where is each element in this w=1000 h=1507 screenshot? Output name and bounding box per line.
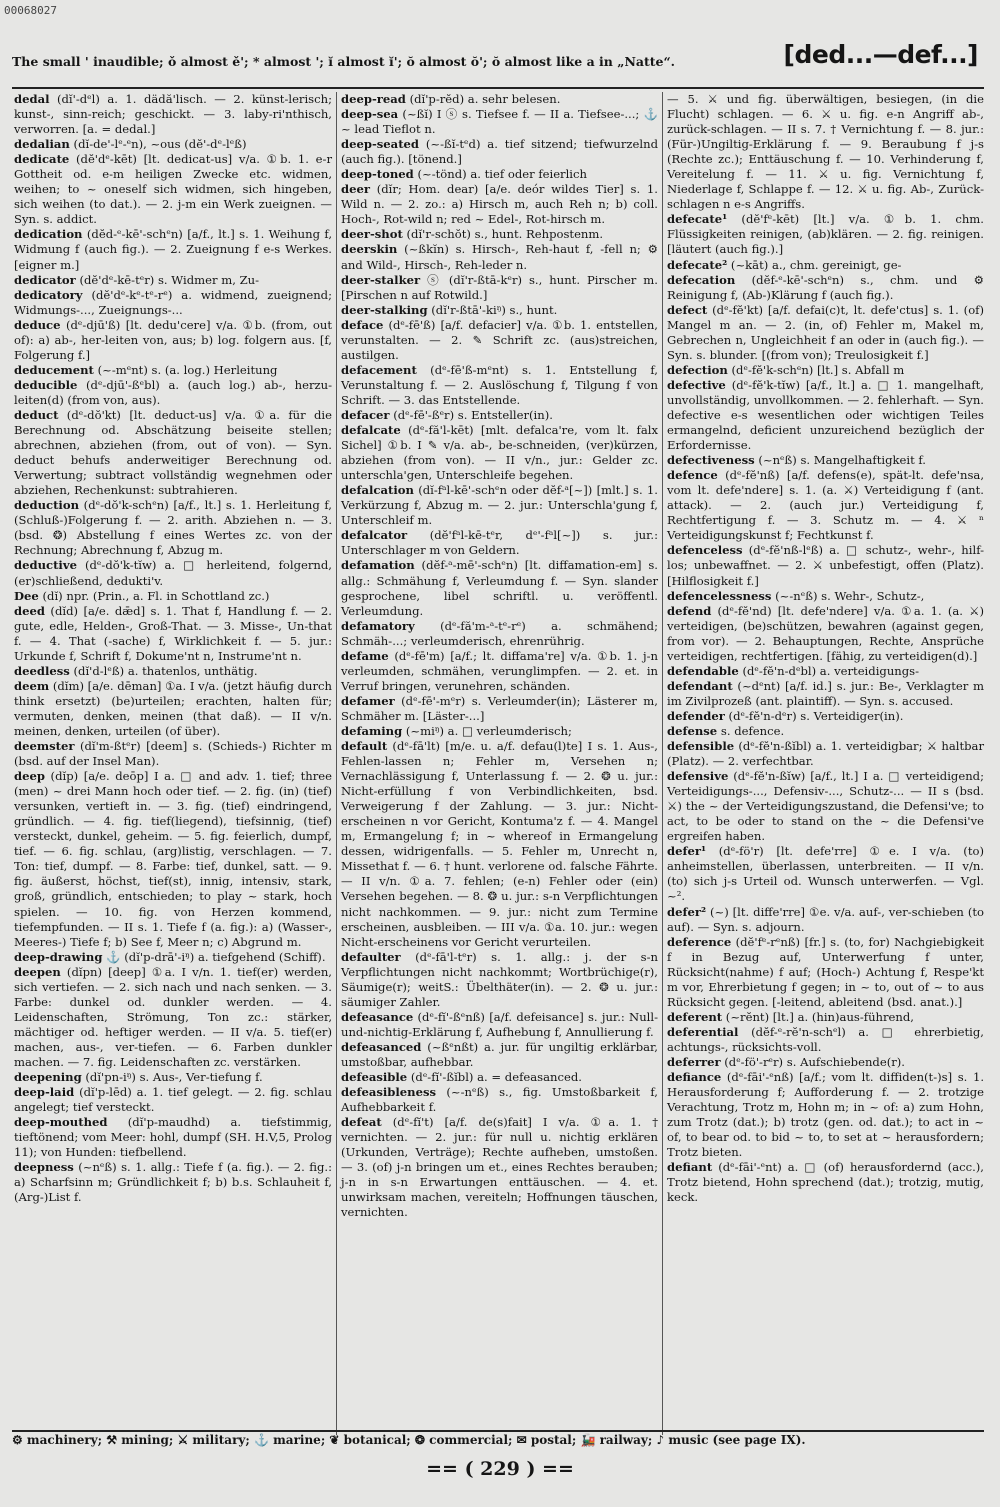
- headword: defenceless: [667, 543, 743, 558]
- dictionary-entry: [14, 664, 332, 679]
- entry-definition: (~) [lt. diffe'rre] ①e. v/a. auf-, ver-schieben (to auf). — Syn. s. adjourn.: [667, 904, 984, 934]
- entry-definition: (dĕd-ᵉ-kē'-schᵉn) [a/f., lt.] s. 1. Weihung f, Widmung f (auch fig.). — 2. Zueignung f e-s Werkes. [eigner m.]: [14, 227, 332, 272]
- entry-definition: (dᵉ-djū'ß) [lt. dedu'cere] v/a. ①b. (from, out of): a) ab-, her-leiten von, aus; b) log. folgern aus. [f, Folgerung f.]: [14, 317, 332, 362]
- guide-words: [ded...—def...]: [783, 40, 978, 69]
- headword: dedal: [14, 92, 50, 106]
- headword: defacement: [341, 362, 417, 377]
- entry-definition: s. defence.: [717, 723, 785, 738]
- headword: deer-stalking: [341, 302, 428, 317]
- headword: dedicator: [14, 272, 76, 287]
- headword: deferential: [667, 1024, 739, 1039]
- dictionary-entry: [341, 318, 658, 363]
- headword: deer-shot: [341, 227, 403, 242]
- dictionary-entry: [14, 92, 332, 137]
- entry-definition: (dᵉ-fē'm) [a/f.; lt. diffama're] v/a. ①b. 1. j-n verleumden, schmähen, verunglimpfen. — 2. et. in Verruf bringen, verunehren, schänden.: [341, 648, 658, 693]
- entry-definition: (dᵉ-fă'l-kēt) [mlt. defalca're, vom lt. falx Sichel] ①b. I ✎ v/a. ab-, be-schneiden, (ver)kürzen, abziehen (from von). — II v/n., jur.: Gelder zc. unterschla'gen, Unterschleife begehen.: [341, 423, 658, 483]
- entry-definition: (dᵉ-fĕ'k-schᵉn) [lt.] s. Abfall m: [727, 362, 905, 377]
- dictionary-entry: [667, 664, 984, 679]
- dictionary-entry: [14, 769, 332, 950]
- dictionary-entry: [667, 378, 984, 453]
- headword: deduct: [14, 407, 59, 422]
- dictionary-entry: [14, 288, 332, 318]
- entry-definition: (dᵉ-fē'-mᵉr) s. Verleumder(in); Lästerer m, Schmäher m. [Läster-...]: [341, 693, 658, 723]
- dictionary-entry: [14, 1160, 332, 1205]
- headword: defaulter: [341, 949, 401, 964]
- dictionary-entry: [14, 604, 332, 664]
- headword: defeasanced: [341, 1039, 422, 1054]
- entry-definition: (dᵉ-fĭ'-ßᵉnß) [a/f. defeisance] s. jur.: Null-und-nichtig-Erklärung f, Aufhebung f, Annullierung f.: [341, 1009, 658, 1039]
- headword: defalcation: [341, 483, 414, 498]
- headword: defendant: [667, 678, 733, 693]
- dictionary-entry: [667, 273, 984, 303]
- entry-definition: (dᵉ-fā'l-tᵉr) s. 1. allg.: j. der s-n Verpflichtungen nicht nachkommt; Wortbrüchige(r), Säumige(r); weitS.: Übelthäter(in). — 2. ❂ u. jur.: säumiger Zahler.: [341, 949, 658, 1009]
- dictionary-entry: [667, 905, 984, 935]
- entry-definition: (dĭ'p-lēd) a. 1. tief gelegt. — 2. fig. schlau angelegt; tief versteckt.: [14, 1085, 332, 1115]
- headword: Dee: [14, 588, 39, 603]
- entry-definition: (dĕ'dᵉ-kēt) [lt. dedicat-us] v/a. ①b. 1. e-r Gottheit od. e-m heiligen Zwecke etc. widmen, weihen; to ~ oneself sich widmen, sich hingeben, sich weihen (to dat.). — 2. j-m ein Werk zueignen. — Syn. s. addict.: [14, 152, 332, 227]
- entry-definition: (dĭp) [a/e. deōp] I a. □ and adv. 1. tief; three (men) ~ drei Mann hoch oder tief. — 2. fig. (in) (tief) versunken, vertieft in. — 3. fig. (tief) eindringend, gründlich. — 4. fig. tief(liegend), tiefsinnig, (tief) versteckt, dunkel, geheim. — 5. fig. feierlich, dumpf, tief. — 6. fig. schlau, (arg)listig, verschlagen. — 7. Ton: tief, dumpf. — 8. Farbe: tief, dunkel, satt. — 9. fig. äußerst, höchst, tief(st), innig, intensiv, stark, groß, gründlich, entschieden; to play ~ stark, hoch spielen. — 10. fig. von Herzen kommend, tiefempfunden. — II s. 1. Tiefe f (a. fig.): a) (Wasser-, Meeres-) Tiefe f; b) See f, Meer n; c) Abgrund m.: [14, 769, 332, 949]
- dictionary-entry: [14, 739, 332, 769]
- scan-id: 00068027: [4, 4, 57, 17]
- headword: deduction: [14, 498, 79, 513]
- headword: defendable: [667, 663, 739, 678]
- entry-definition: (dĭ'p-rĕd) a. sehr belesen.: [405, 92, 561, 106]
- dictionary-entry: [667, 709, 984, 724]
- dictionary-entry: [341, 303, 658, 318]
- headword: deduce: [14, 317, 61, 332]
- entry-definition: (dᵉ-fĭ't) [a/f. de(s)fait] I v/a. ①a. 1. † vernichten. — 2. jur.: für null u. nichtig erklären (Urkunden, Verträge); Rechte aufheben, umstoßen. — 3. (of) j-n bringen um et., eines Rechtes berauben; j-n in s-n Erwartungen enttäuschen. — 4. et. unwirksam machen, vereiteln; Hoffnungen täuschen, vernichten.: [341, 1115, 658, 1220]
- headword: deep-read: [341, 92, 406, 106]
- headword: deep-seated: [341, 137, 420, 152]
- dictionary-entry: [341, 619, 658, 649]
- headword: defame: [341, 648, 389, 663]
- dictionary-entry: [341, 273, 658, 303]
- headword: deedless: [14, 663, 70, 678]
- entry-definition: (~-nᵉß) s. Wehr-, Schutz-,: [771, 588, 925, 603]
- dictionary-entry: [341, 182, 658, 227]
- entry-definition: (dᵉ-fĕ'nd) [lt. defe'ndere] v/a. ①a. 1. (a. ⚔) verteidigen, (be)schützen, bewahren (against gegen, from vor). — 2. Behauptungen, Rechte, Ansprüche verteidigen, rechtfertigen. [fähig, zu verteidigen(d).]: [667, 603, 984, 663]
- entry-definition: (dᵉ-fā'lt) [m/e. u. a/f. defau(l)te] I s. 1. Aus-, Fehlen-lassen n; Fehler m, Versehen n; Vernachlässigung f, Unterlassung f. — 2. ❂ u. jur.: Nicht-erfüllung f von Verbindlichkeiten, bsd. Verweigerung f der Zahlung. — 3. jur.: Nicht-erscheinen n vor Gericht, Kontuma'z f. — 4. Mangel m, Ermangelung f; in ~ whereof in Ermangelung dessen, widrigenfalls. — 5. Fehler m, Unrecht n, Missethat f. — 6. † hunt. verlorene od. falsche Fährte. — II v/n. ①a. 7. fehlen; (e-n) Fehler oder (ein) Versehen begehen. — 8. ❂ u. jur.: s-n Verpflichtungen nicht nachkommen. — 9. jur.: nicht zum Termine erscheinen, ausbleiben. — III v/a. ①a. 10. jur.: wegen Nicht-erscheinens vor Gericht verurteilen.: [341, 739, 658, 949]
- headword: default: [341, 739, 388, 754]
- pronunciation-key: The small ' inaudible; ǒ almost ě'; * almost '; ĭ almost ĭ'; ŏ almost ŏ'; ŏ almost like a in „Natte“.: [12, 54, 676, 69]
- headword: defense: [667, 723, 718, 738]
- dictionary-entry: [667, 935, 984, 1010]
- dictionary-entry: [341, 1010, 658, 1040]
- entry-definition: (dᵉ-dŏ'kt) [lt. deduct-us] v/a. ①a. für die Berechnung od. Abschätzung beiseite stellen; abrechnen, abziehen (from, out of von). — Syn. deduct behufs anderweitiger Berechnung od. Verwertung; subtract vollständig wegnehmen oder abziehen, Rechenkunst: subtrahieren.: [14, 407, 332, 498]
- headword: defacer: [341, 407, 390, 422]
- dictionary-entry: [14, 589, 332, 604]
- dictionary-entry: [667, 543, 984, 588]
- entry-definition: (~rĕnt) [lt.] a. (hin)aus-führend,: [722, 1009, 914, 1024]
- headword: deep-toned: [341, 167, 414, 182]
- headword: defeasible: [341, 1070, 408, 1085]
- headword: deepness: [14, 1160, 74, 1175]
- entry-definition: (dᵉ-fĕ'n-dᵉbl) a. verteidigungs-: [738, 663, 920, 678]
- entry-definition: (dĭd) [a/e. dǣd] s. 1. That f, Handlung f. — 2. gute, edle, Helden-, Groß-That. — 3. Misse-, Un-that f. — 4. That (-sache) f, Wirklichkeit f. — 5. jur.: Urkunde f, Schrift f, Dokume'nt n, Instrume'nt n.: [14, 603, 332, 663]
- dictionary-entry: [341, 1085, 658, 1115]
- dictionary-entry: [341, 724, 658, 739]
- dictionary-entry: [667, 1025, 984, 1055]
- headword: deed: [14, 603, 45, 618]
- dictionary-entry: [14, 1070, 332, 1085]
- dictionary-entry: [14, 950, 332, 965]
- headword: defamatory: [341, 618, 415, 633]
- entry-definition: (dᵉ-fĕ'n-dᵉr) s. Verteidiger(in).: [724, 708, 904, 723]
- headword: deducible: [14, 377, 78, 392]
- entry-definition: (~nᵉß) s. Mangelhaftigkeit f.: [754, 453, 926, 468]
- dictionary-entry: [341, 137, 658, 167]
- entry-definition: (~miᵑ) a. □ verleumderisch;: [402, 723, 572, 738]
- dictionary-entry: [341, 227, 658, 242]
- entry-definition: (dᵉ-dŏ'k-tĭw) a. □ herleitend, folgernd, (er)schließend, dedukti'v.: [14, 558, 332, 588]
- entry-definition: (dĭ'r-ßtā'-kiᵑ) s., hunt.: [427, 302, 558, 317]
- dictionary-entry: [341, 167, 658, 182]
- dictionary-entry: [667, 844, 984, 904]
- entry-definition: (dĕf-ᵉ-rĕ'n-schᵉl) a. □ ehrerbietig, achtungs-, rücksichts-voll.: [667, 1024, 984, 1054]
- entry-definition: ⚓ (dĭ'p-drā'-iᵑ) a. tiefgehend (Schiff).: [102, 949, 326, 964]
- dictionary-entry: [14, 318, 332, 363]
- symbol-legend: ⚙ machinery; ⚒ mining; ⚔ military; ⚓ marine; ❦ botanical; ❂ commercial; ✉ postal; 🚂 railway; ♪ music (see page IX).: [12, 1433, 806, 1447]
- footer-rule: [12, 1430, 984, 1432]
- dictionary-entry: [667, 604, 984, 664]
- entry-definition: (dᵉ-fĕ'k-tĭw) [a/f., lt.] a. □ 1. mangelhaft, unvollständig, unvollkommen. — 2. fehlerhaft. — Syn. defective e-s wesentlichen oder wichtigen Teiles ermangelnd, deficient unzureichend bezüglich der Erfordernisse.: [667, 377, 984, 453]
- dictionary-entry: [667, 1160, 984, 1205]
- headword: dedalian: [14, 137, 70, 152]
- dictionary-entry: [667, 468, 984, 543]
- dictionary-entry: [341, 528, 658, 558]
- entry-definition: (dĕf-ᵃ-mē'-schᵉn) [lt. diffamation-em] s. allg.: Schmähung f, Verleumdung f. — Syn. slander gesprochene, libel schriftl. u. veröffentl. Verleumdung.: [341, 558, 658, 618]
- entry-definition: (dĭ'pn-iᵑ) s. Aus-, Ver-tiefung f.: [81, 1070, 263, 1085]
- columns: [10, 92, 988, 1435]
- dictionary-entry: [14, 378, 332, 408]
- column-3: [662, 92, 988, 1435]
- headword: deep-drawing: [14, 949, 103, 964]
- headword: deep-laid: [14, 1085, 75, 1100]
- entry-definition: (~ßĭ) I ⓢ s. Tiefsee f. — II a. Tiefsee-...; ⚓ ~ lead Tieflot n.: [341, 107, 658, 137]
- entry-definition: (dĭ'r-schŏt) s., hunt. Rehpostenm.: [402, 227, 604, 242]
- headword: defalcator: [341, 528, 408, 543]
- dictionary-entry: [667, 453, 984, 468]
- dictionary-entry: [14, 965, 332, 1070]
- headword: defamer: [341, 693, 395, 708]
- headword: deer-stalker: [341, 272, 421, 287]
- headword: deface: [341, 317, 384, 332]
- column-1: [10, 92, 336, 1435]
- dictionary-entry: [667, 1070, 984, 1160]
- entry-definition: ⓢ (dĭ'r-ßtā-kᵉr) s., hunt. Pirscher m. [Pirschen n auf Rotwild.]: [341, 272, 658, 302]
- dictionary-entry: [341, 408, 658, 423]
- dictionary-entry: [14, 679, 332, 739]
- headword: defencelessness: [667, 588, 772, 603]
- dictionary-entry: [667, 1055, 984, 1070]
- dictionary-entry: [341, 558, 658, 618]
- dictionary-entry: [341, 483, 658, 528]
- headword: deep: [14, 769, 45, 784]
- entry-definition: (dĭ'-dᵉl) a. 1. dädă'lisch. — 2. künst-lerisch; kunst-, sinn-reich; geschickt. — 3. laby-ri'nthisch, verworren. [a. = dedal.]: [14, 92, 332, 137]
- dictionary-entry: [341, 242, 658, 272]
- dictionary-entry: [667, 303, 984, 363]
- entry-definition: (~-tönd) a. tief oder feierlich: [413, 167, 587, 182]
- entry-definition: (~-nᵉß) s., fig. Umstoßbarkeit f, Aufhebbarkeit f.: [341, 1085, 658, 1115]
- headword: defeasance: [341, 1009, 414, 1024]
- page-header: [12, 34, 992, 88]
- dictionary-entry: [341, 92, 658, 107]
- headword: deepen: [14, 964, 61, 979]
- entry-definition: (dᵉ-fē'-ßᵉr) s. Entsteller(in).: [389, 407, 553, 422]
- entry-definition: (dᵉ-fĕ'kt) [a/f. defai(c)t, lt. defe'ctus] s. 1. (of) Mangel m an. — 2. (in, of) Fehler m, Makel m, Gebrechen n, Ungleichheit f an oder in (auch fig.). — Syn. s. blunder. [(from von); Treulosigkeit f.]: [667, 302, 984, 362]
- entry-definition: (dᵉ-dŏ'k-schᵉn) [a/f., lt.] s. 1. Herleitung f, (Schluß-)Folgerung f. — 2. arith. Abziehen n. — 3. (bsd. ❂) Abstellung f eines Wertes zc. von der Rechnung; Abrechnung f, Abzug m.: [14, 498, 332, 558]
- headword: defend: [667, 603, 712, 618]
- entry-definition: (dĭ'm-ßtᵉr) [deem] s. (Schieds-) Richter m (bsd. auf der Insel Man).: [14, 739, 332, 769]
- entry-definition: (dĭr; Hom. dear) [a/e. deór wildes Tier] s. 1. Wild n. — 2. zo.: a) Hirsch m, auch Reh n; b) coll. Hoch-, Rot-wild n; red ~ Edel-, Rot-hirsch m.: [341, 182, 658, 227]
- dictionary-entry: [14, 1085, 332, 1115]
- dictionary-entry: [667, 679, 984, 709]
- dictionary-entry: [341, 363, 658, 408]
- entry-definition: (dĭ'd-lᵉß) a. thatenlos, unthätig.: [69, 663, 258, 678]
- headword: deerskin: [341, 242, 398, 257]
- entry-definition: (dᵉ-fĕ'n-ßĭw) [a/f., lt.] I a. □ verteidigend; Verteidigungs-..., Defensiv-..., Schutz-... — II s (bsd. ⚔) the ~ der Verteidigungszustand, die Defensi've; to act, to be oder to stand on the ~ die Defensi've ergreifen haben.: [667, 769, 984, 844]
- headword: dedicatory: [14, 287, 83, 302]
- headword: deep-sea: [341, 107, 399, 122]
- headword: defeasibleness: [341, 1085, 437, 1100]
- dictionary-entry: [667, 258, 984, 273]
- headword: defiant: [667, 1160, 713, 1175]
- entry-definition: (dĭpn) [deep] ①a. I v/n. 1. tief(er) werden, sich vertiefen. — 2. sich nach und nach senken. — 3. Farbe: dunkel od. dunkler werden. — 4. Leidenschaften, Strömung, Ton zc.: stärker, mächtiger od. heftiger werden. — II v/a. 5. tief(er) machen, aus-, ver-tiefen. — 6. Farben dunkler machen. — 7. fig. Leidenschaften zc. verstärken.: [14, 964, 332, 1069]
- entry-definition: (~ßᵉnßt) a. jur. für ungiltig erklärbar, umstoßbar, aufhebbar.: [341, 1039, 658, 1069]
- entry-definition: (dĭ'p-maudhd) a. tiefstimmig, tieftönend; vom Meer: hohl, dumpf (SH. H.V,5, Prolog 11); von Hunden: tiefbellend.: [14, 1115, 332, 1160]
- dictionary-entry: [667, 92, 984, 212]
- entry-definition: (~nᵉß) s. 1. allg.: Tiefe f (a. fig.). — 2. fig.: a) Scharfsinn m; Gründlichkeit f; b) b.s. Schlauheit f, (Arg-)List f.: [14, 1160, 332, 1205]
- entry-definition: (dĕ'dᵉ-kᵉ-tᵉ-rᵉ) a. widmend, zueignend; Widmungs-..., Zueignungs-...: [14, 287, 332, 317]
- headword: dedication: [14, 227, 83, 242]
- headword: deep-mouthed: [14, 1115, 108, 1130]
- headword: deferent: [667, 1009, 723, 1024]
- dictionary-entry: [667, 363, 984, 378]
- headword: defectiveness: [667, 453, 755, 468]
- headword: defective: [667, 377, 726, 392]
- headword: defalcate: [341, 423, 401, 438]
- entry-definition: (dĭ-fᵃl-kē'-schᵉn oder dĕf-ᵃ[~]) [mlt.] s. 1. Verkürzung f, Abzug m. — 2. jur.: Unterschla'gung f, Unterschleif m.: [341, 483, 658, 528]
- dictionary-entry: [341, 649, 658, 694]
- dictionary-entry: [14, 498, 332, 558]
- headword: defensible: [667, 739, 735, 754]
- entry-definition: (dᵉ-fĭ'-ßĭbl) a. = defeasanced.: [407, 1070, 582, 1085]
- headword: defect: [667, 302, 708, 317]
- dictionary-entry: [14, 273, 332, 288]
- entry-definition: (dᵉ-fĕ'nß) [a/f. defens(e), spät-lt. defe'nsa, vom lt. defe'ndere] s. 1. (a. ⚔) Verteidigung f (ant. attack). — 2. (auch jur.) Verteidigung f, Rechtfertigung f. — 3. Schutz m. — 4. ⚔ ⁿ Verteidigungskunst f; Fechtkunst f.: [667, 468, 984, 543]
- headword: deducement: [14, 362, 94, 377]
- dictionary-entry: [341, 739, 658, 950]
- headword: defeat: [341, 1115, 382, 1130]
- headword: defer¹: [667, 844, 707, 859]
- entry-definition: (~-ßĭ-tᵉd) a. tief sitzend; tiefwurzelnd (auch fig.). [tönend.]: [341, 137, 658, 167]
- entry-definition: (dᵉ-fĕ'n-ßĭbl) a. 1. verteidigbar; ⚔ haltbar (Platz). — 2. verfechtbar.: [667, 739, 984, 769]
- headword: deepening: [14, 1070, 82, 1085]
- dictionary-entry: [341, 950, 658, 1010]
- entry-definition: (dᵉ-fö'r) [lt. defe'rre] ①e. I v/a. (to) anheimstellen, überlassen, unterbreiten. — II v/n. (to) sich j-s Urteil od. Wunsch unterwerfen. — Vgl. ~².: [667, 844, 984, 904]
- headword: deem: [14, 678, 50, 693]
- dictionary-entry: [14, 137, 332, 152]
- dictionary-entry: [667, 739, 984, 769]
- entry-definition: (dᵉ-fĕ'nß-lᵉß) a. □ schutz-, wehr-, hilf-los; unbewaffnet. — 2. ⚔ unbefestigt, offen (Platz). [Hilflosigkeit f.]: [667, 543, 984, 588]
- dictionary-entry: [341, 1070, 658, 1085]
- entry-definition: (dĕ'fᵉ-kēt) [lt.] v/a. ①b. 1. chm. Flüssigkeiten reinigen, (ab)klären. — 2. fig. reinigen. [läutert (auch fig.).]: [667, 212, 984, 257]
- entry-definition: (dᵉ-fö'-rᵉr) s. Aufschiebende(r).: [720, 1055, 905, 1069]
- headword: defamation: [341, 558, 415, 573]
- dictionary-entry: [341, 1040, 658, 1070]
- dictionary-entry: [14, 363, 332, 378]
- headword: deer: [341, 182, 370, 197]
- dictionary-entry: [14, 1115, 332, 1160]
- headword: deferrer: [667, 1055, 721, 1069]
- dictionary-entry: [667, 724, 984, 739]
- entry-definition: (dĭ-de'-lᵉ-ᵉn), ~ous (dĕ'-dᵉ-lᵉß): [69, 137, 247, 152]
- headword: deference: [667, 934, 732, 949]
- headword: deemster: [14, 739, 75, 754]
- dictionary-entry: [14, 227, 332, 272]
- dictionary-entry: [341, 694, 658, 724]
- headword: deductive: [14, 558, 77, 573]
- column-2: [336, 92, 662, 1435]
- entry-definition: (dᵉ-fāi'-ᵉnß) [a/f.; vom lt. diffiden(t-)s] s. 1. Herausforderung f; Aufforderung f. — 2. trotzige Verachtung, Trotz m, Hohn m; in ~ of: a) zum Hohn, zum Trotz (dat.); b) trotz (gen. od. dat.); to act in ~ of, to bear od. to bid ~ to, to set at ~ herausfordern; Trotz bieten.: [667, 1070, 984, 1160]
- dictionary-entry: [667, 589, 984, 604]
- headword: defaming: [341, 723, 403, 738]
- dictionary-entry: [14, 408, 332, 498]
- headword: defender: [667, 708, 725, 723]
- entry-definition: (dᵉ-djū'-ßᵉbl) a. (auch log.) ab-, herzu-leiten(d) (from von, aus).: [14, 377, 332, 407]
- dictionary-entry: [14, 152, 332, 227]
- entry-definition: (dĭ) npr. (Prin., a. Fl. in Schottland zc.): [38, 588, 270, 603]
- headword: defence: [667, 468, 718, 483]
- dictionary-entry: [341, 1115, 658, 1220]
- dictionary-entry: [667, 769, 984, 844]
- headword: defection: [667, 362, 728, 377]
- dictionary-entry: [14, 558, 332, 588]
- entry-definition: (dĕf-ᵉ-kē'-schᵉn) s., chm. und ⚙ Reinigung f, (Ab-)Klärung f (auch fig.).: [667, 272, 984, 302]
- headword: defecate¹: [667, 212, 728, 227]
- entry-definition: (~-mᵉnt) s. (a. log.) Herleitung: [93, 362, 278, 377]
- header-rule: [12, 87, 984, 89]
- entry-definition: (~kāt) a., chm. gereinigt, ge-: [727, 257, 902, 272]
- entry-definition: (dᵉ-fē'ß-mᵉnt) s. 1. Entstellung f, Verunstaltung f. — 2. Auslöschung f, Tilgung f von Schrift. — 3. das Entstellende.: [341, 362, 658, 407]
- entry-definition: (dĕ'fᵉ-rᵉnß) [fr.] s. (to, for) Nachgiebigkeit f in Bezug auf, Unterwerfung f unter, Rücksicht(nahme) f auf; (Hoch-) Achtung f, Respe'kt m vor, Ehrerbietung f gegen; in ~ to, out of ~ to aus Rücksicht gegen. [-leitend, ableitend (bsd. anat.).]: [667, 934, 984, 1009]
- dictionary-entry: [667, 212, 984, 257]
- headword: defensive: [667, 769, 729, 784]
- entry-definition: (dᵉ-fă'm-ᵃ-tᵉ-rᵉ) a. schmähend; Schmäh-...; verleumderisch, ehrenrührig.: [341, 618, 658, 648]
- headword: defecation: [667, 272, 736, 287]
- dictionary-entry: [341, 423, 658, 483]
- headword: dedicate: [14, 152, 70, 167]
- entry-definition: (dĭm) [a/e. dēman] ①a. I v/a. (jetzt häufig durch think ersetzt) (be)urteilen; erachten, halten für; vermuten, denken, meinen (that daß). — II v/n. meinen, denken, urteilen (of über).: [14, 678, 332, 738]
- headword: defiance: [667, 1070, 722, 1085]
- entry-definition: (dĕ'dᵉ-kē-tᵉr) s. Widmer m, Zu-: [75, 272, 260, 287]
- entry-definition: (dĕ'fᵃl-kē-tᵉr, dᵉ'-fᵃl[~]) s. jur.: Unterschlager m von Geldern.: [341, 528, 658, 558]
- page-number: == ( 229 ) ==: [426, 1458, 574, 1480]
- headword: defecate²: [667, 257, 728, 272]
- entry-definition: (dᵉ-fāi'-ᵉnt) a. □ (of) herausfordernd (acc.), Trotz bietend, Hohn sprechend (dat.); trotzig, mutig, keck.: [667, 1160, 984, 1205]
- dictionary-entry: [667, 1010, 984, 1025]
- headword: defer²: [667, 904, 707, 919]
- entry-definition: (dᵉ-fē'ß) [a/f. defacier] v/a. ①b. 1. entstellen, verunstalten. — 2. ✎ Schrift zc. (aus)streichen, austilgen.: [341, 317, 658, 362]
- entry-definition: (~ßkĭn) s. Hirsch-, Reh-haut f, -fell n; ⚙ and Wild-, Hirsch-, Reh-leder n.: [341, 242, 658, 272]
- dictionary-entry: [341, 107, 658, 137]
- entry-definition: — 5. ⚔ und fig. überwältigen, besiegen, (in die Flucht) schlagen. — 6. ⚔ u. fig. e-n Angriff ab-, zurück-schlagen. — II s. 7. † Vernichtung f. — 8. jur.: (Für-)Ungiltig-Erklärung f. — 9. Beraubung f j-s (Rechte zc.); Enttäuschung f. — 10. Verhinderung f, Vereitelung f. — 11. ⚔ u. fig. Vernichtung f, Niederlage f, Schlappe f. — 12. ⚔ u. fig. Ab-, Zurück-schlagen n e-s Angriffs.: [667, 92, 984, 212]
- entry-definition: (~dᵉnt) [a/f. id.] s. jur.: Be-, Verklagter m im Zivilprozeß (ant. plaintiff). — Syn. s. accused.: [667, 678, 984, 708]
